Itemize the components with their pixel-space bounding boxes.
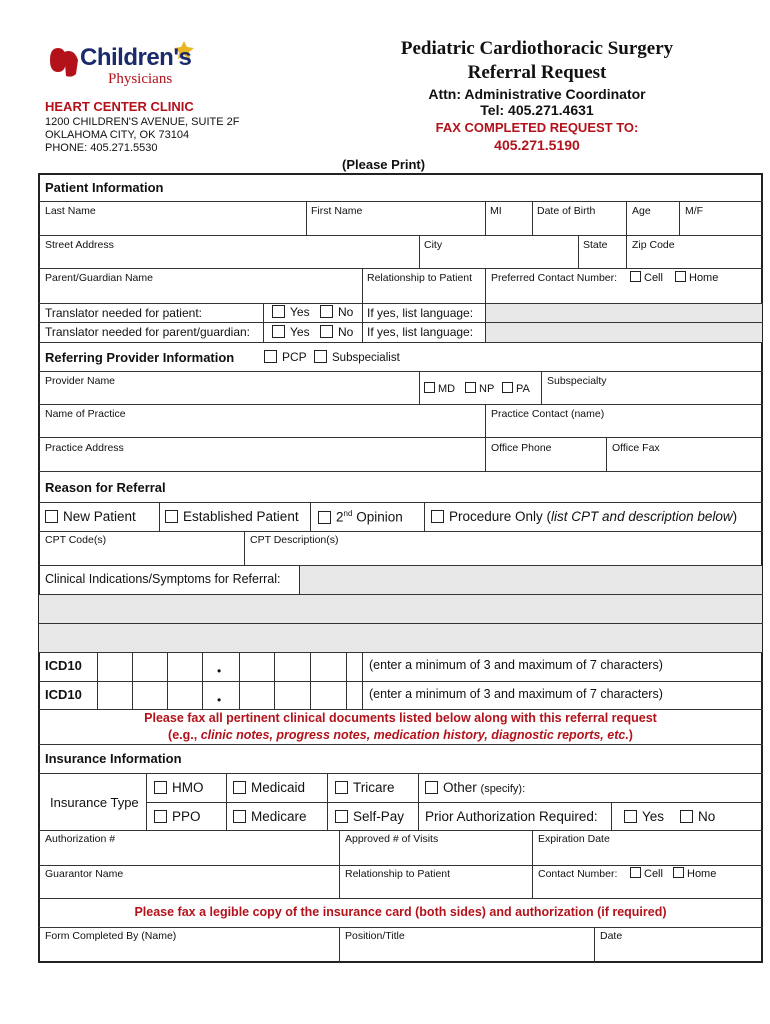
shade-clinical-1 [300,566,762,594]
cell-text: Cell [644,272,663,284]
translator-patient-yes[interactable] [272,305,310,319]
practice-contact-label: Practice Contact (name) [491,408,605,420]
checkbox-tricare[interactable] [335,781,348,794]
checkbox-no[interactable] [320,305,333,318]
cpt-codes-label: CPT Code(s) [45,534,107,546]
shade-language-1 [486,304,762,322]
hmo-text: HMO [172,780,204,795]
fax-note-line-1: Please fax all pertinent clinical documents listed below along with this referral request [144,711,657,725]
procedure-only-text: Procedure Only ( [449,509,552,524]
pcp-option[interactable] [264,350,307,364]
translator-guardian-no[interactable] [320,325,353,339]
completed-by-label: Form Completed By (Name) [45,930,177,942]
yes-text: Yes [290,325,310,339]
guarantor-label: Guarantor Name [45,868,124,880]
checkbox-medicare[interactable] [233,810,246,823]
shade-clinical-3[interactable] [39,624,762,652]
fax-note-italic: clinic notes, progress notes, medication history, diagnostic reports, etc. [200,728,629,742]
guarantor-relationship-label: Relationship to Patient [345,868,451,880]
specify-text: (specify): [480,783,526,795]
practice-address-label: Practice Address [45,442,124,454]
contact-number-label: Contact Number: [538,868,618,880]
city-label: City [424,239,443,251]
logo-sub: Physicians [108,71,173,87]
please-print: (Please Print) [342,157,426,172]
fax-number: 405.271.5190 [494,137,580,153]
insurance-type-label: Insurance Type [50,795,139,810]
np-text: NP [479,383,495,395]
office-phone-label: Office Phone [491,442,552,454]
insurance-card-note: Please fax a legible copy of the insurance card (both sides) and authorization (if required) [134,905,667,919]
translator-patient-no[interactable] [320,305,353,319]
icd-note-2: (enter a minimum of 3 and maximum of 7 characters) [369,687,663,701]
patient-section-title: Patient Information [45,180,164,195]
second-opinion-text: Opinion [356,509,403,525]
clinic-address-1: 1200 CHILDREN'S AVENUE, SUITE 2F [45,116,240,128]
medicaid-option[interactable] [233,780,305,795]
yes-text: Yes [290,305,310,319]
last-name-label: Last Name [45,205,96,217]
authorization-label: Authorization # [45,833,116,845]
icd-note-1: (enter a minimum of 3 and maximum of 7 characters) [369,658,663,672]
no-text: No [338,325,354,339]
checkbox-procedure-only[interactable] [431,510,444,523]
translator-patient-label: Translator needed for patient: [45,306,202,320]
fax-label: FAX COMPLETED REQUEST TO: [435,120,639,135]
np-option[interactable] [465,382,494,395]
md-option[interactable] [424,382,455,395]
icd-label-2: ICD10 [45,687,82,702]
no-text: No [338,305,354,319]
provider-section-title: Referring Provider Information [45,350,235,365]
prior-auth-no[interactable] [680,809,715,824]
checkbox-home[interactable] [673,867,684,878]
cpt-desc-label: CPT Description(s) [250,534,339,546]
expiration-label: Expiration Date [538,833,610,845]
clinic-phone: PHONE: 405.271.5530 [45,142,158,154]
dob-label: Date of Birth [537,205,596,217]
logo-text: Children's [80,44,192,71]
ppo-option[interactable] [154,809,201,824]
position-label: Position/Title [345,930,405,942]
checkbox-no[interactable] [680,810,693,823]
checkbox-new-patient[interactable] [45,510,58,523]
shade-language-2 [486,323,762,342]
other-option[interactable] [425,780,525,795]
street-label: Street Address [45,239,114,251]
office-fax-label: Office Fax [612,442,660,454]
home-text: Home [687,868,717,880]
tricare-text: Tricare [353,780,395,795]
established-text: Established Patient [183,509,299,524]
zip-label: Zip Code [632,239,675,251]
fax-note-open: (e.g., [168,728,201,742]
no-text: No [698,809,716,824]
selfpay-text: Self-Pay [353,809,405,824]
checkbox-other[interactable] [425,781,438,794]
checkbox-subspecialist[interactable] [314,350,327,363]
cell-text: Cell [644,868,663,880]
checkbox-md[interactable] [424,382,435,393]
shade-clinical-2[interactable] [39,595,762,623]
selfpay-option[interactable] [335,809,404,824]
pa-text: PA [516,383,530,395]
procedure-only-italic: list CPT and description below [551,509,733,524]
contact-cell-option[interactable] [630,867,663,880]
guardian-relationship-label: Relationship to Patient [367,272,473,284]
prior-auth-label: Prior Authorization Required: [425,809,598,824]
checkbox-pcp[interactable] [264,350,277,363]
clinic-address-2: OKLAHOMA CITY, OK 73104 [45,129,190,141]
procedure-only-option[interactable] [431,509,737,524]
second-opinion-option[interactable] [318,509,403,525]
subspecialist-text: Subspecialist [332,352,400,364]
fax-documents-note [39,710,762,744]
clinical-label: Clinical Indications/Symptoms for Referral: [45,572,281,586]
hmo-option[interactable] [154,780,204,795]
second-opinion-sup: nd [343,509,353,518]
checkbox-established[interactable] [165,510,178,523]
medicare-option[interactable] [233,809,307,824]
reason-section-title: Reason for Referral [45,480,166,495]
language-label-1: If yes, list language: [367,306,474,320]
icd-label-1: ICD10 [45,658,82,673]
checkbox-yes[interactable] [272,325,285,338]
first-name-label: First Name [311,205,363,217]
checkbox-hmo[interactable] [154,781,167,794]
icd-dot-1: • [217,664,222,678]
language-label-2: If yes, list language: [367,325,474,339]
checkbox-yes[interactable] [624,810,637,823]
checkbox-yes[interactable] [272,305,285,318]
pcp-text: PCP [282,350,307,364]
translator-guardian-yes[interactable] [272,325,310,339]
new-patient-text: New Patient [63,509,136,524]
translator-guardian-label: Translator needed for parent/guardian: [45,325,251,339]
checkbox-second-opinion[interactable] [318,511,331,524]
insurance-section-title: Insurance Information [45,751,182,766]
checkbox-pa[interactable] [502,382,513,393]
medicare-text: Medicare [251,809,307,824]
mf-label: M/F [685,205,704,217]
tricare-option[interactable] [335,780,395,795]
checkbox-medicaid[interactable] [233,781,246,794]
fax-note-line-2 [39,727,762,744]
approved-visits-label: Approved # of Visits [345,833,439,845]
date-label: Date [600,930,623,942]
practice-name-label: Name of Practice [45,408,126,420]
subspecialist-option[interactable] [314,350,400,364]
provider-name-label: Provider Name [45,375,116,387]
logo [44,38,204,98]
second-opinion-num: 2 [336,509,344,525]
preferred-cell-option[interactable] [630,271,663,284]
other-text: Other [443,780,477,795]
fax-note-close: ) [628,728,633,742]
checkbox-home[interactable] [675,271,686,282]
subspecialty-label: Subspecialty [547,375,607,387]
checkbox-np[interactable] [465,382,476,393]
attn: Attn: Administrative Coordinator [428,86,646,102]
home-text: Home [689,272,719,284]
established-option[interactable] [165,509,299,524]
checkbox-ppo[interactable] [154,810,167,823]
checkbox-cell[interactable] [630,271,641,282]
icd-dot-2: • [217,693,222,707]
ppo-text: PPO [172,809,201,824]
medicaid-text: Medicaid [251,780,306,795]
checkbox-selfpay[interactable] [335,810,348,823]
pa-option[interactable] [502,382,530,395]
prior-auth-yes[interactable] [624,809,664,824]
clinic-name: HEART CENTER CLINIC [45,99,194,114]
preferred-home-option[interactable] [675,271,718,284]
checkbox-cell[interactable] [630,867,641,878]
mi-label: MI [490,205,502,217]
procedure-only-close: ) [732,509,738,524]
contact-home-option[interactable] [673,867,716,880]
yes-text: Yes [642,809,665,824]
guardian-label: Parent/Guardian Name [45,272,153,284]
page-title-2: Referral Request [467,62,607,83]
age-label: Age [632,205,651,217]
preferred-contact-label: Preferred Contact Number: [491,272,618,284]
new-patient-option[interactable] [45,509,136,524]
md-text: MD [438,383,456,395]
state-label: State [583,239,608,251]
checkbox-no[interactable] [320,325,333,338]
tel: Tel: 405.271.4631 [480,102,594,118]
page-title-1: Pediatric Cardiothoracic Surgery [400,38,674,59]
